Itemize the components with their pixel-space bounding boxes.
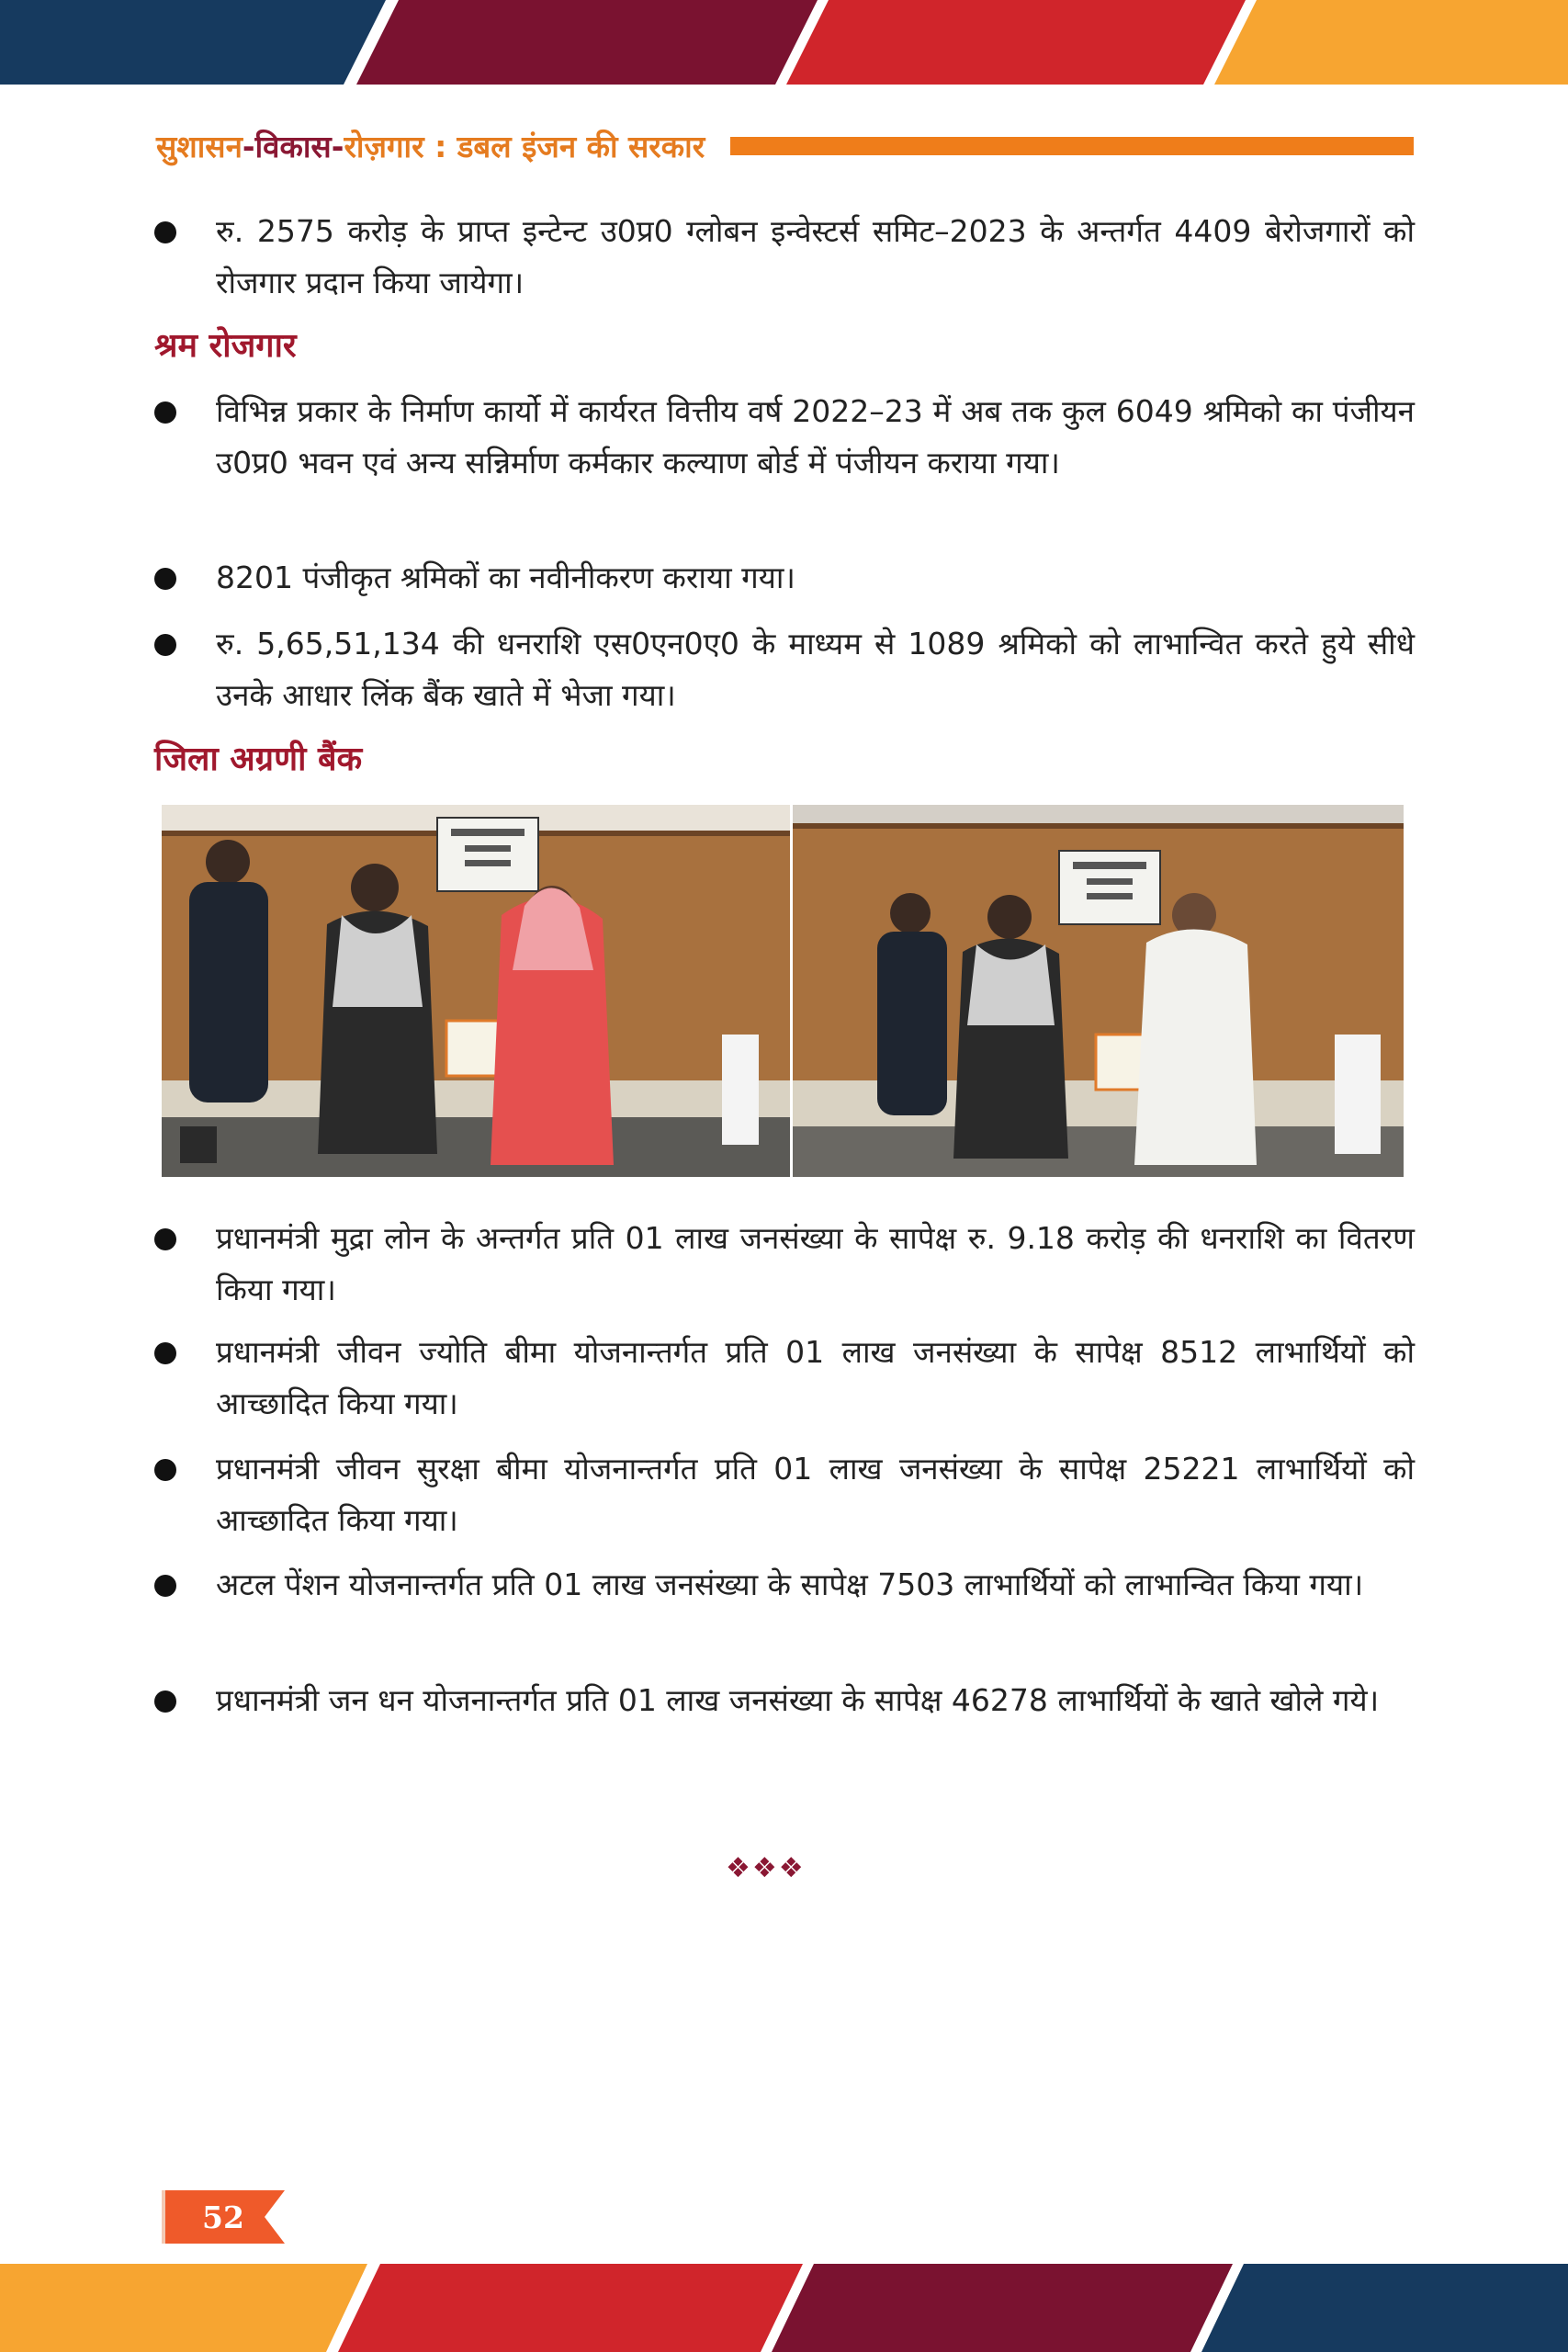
list-item bbox=[154, 618, 1415, 721]
list-item bbox=[154, 1559, 1415, 1611]
bottom-color-band bbox=[0, 2264, 1568, 2352]
page-number-tab bbox=[162, 2190, 285, 2244]
list-item-text: प्रधानमंत्री जन धन योजनान्तर्गत प्रति 01 लाख जनसंख्या के सापेक्ष 46278 लाभार्थियों के खाते खोले गये। bbox=[216, 1682, 1380, 1718]
bullet-dot bbox=[154, 1690, 176, 1713]
list-item bbox=[154, 1675, 1415, 1726]
section-heading-shram-rozgar: श्रम रोजगार bbox=[154, 326, 297, 365]
ornament-divider: ❖❖❖ bbox=[726, 1852, 806, 1884]
bullet-dot bbox=[154, 1342, 176, 1364]
list-item bbox=[154, 1443, 1415, 1546]
bullet-dot bbox=[154, 568, 176, 590]
top-color-band bbox=[0, 0, 1568, 85]
header-word-rozgar: रोज़गार : डबल इंजन की सरकार bbox=[344, 129, 705, 164]
list-item-text: विभिन्न प्रकार के निर्माण कार्यो में कार्यरत वित्तीय वर्ष 2022–23 में अब तक कुल 6049 श्रमिको का पंजीयन उ0प्र0 भवन एवं अन्य सन्निर्माण कर्मकार कल्याण बोर्ड में पंजीयन कराया गया। bbox=[216, 393, 1415, 481]
page-number: 52 bbox=[202, 2199, 244, 2235]
list-item bbox=[154, 386, 1415, 489]
bullet-dot bbox=[154, 1575, 176, 1597]
header-rule bbox=[730, 137, 1414, 155]
bullet-dot bbox=[154, 1228, 176, 1250]
header-separator: - bbox=[242, 129, 255, 164]
section-heading-zila-agrani-bank: जिला अग्रणी बैंक bbox=[154, 740, 363, 778]
list-item-text: 8201 पंजीकृत श्रमिकों का नवीनीकरण कराया गया। bbox=[216, 560, 795, 595]
list-item-text: अटल पेंशन योजनान्तर्गत प्रति 01 लाख जनसंख्या के सापेक्ष 7503 लाभार्थियों को लाभान्वित किया गया। bbox=[216, 1566, 1364, 1602]
list-item-text: रु. 5,65,51,134 की धनराशि एस0एन0ए0 के माध्यम से 1089 श्रमिको को लाभान्वित करते हुये सीधे उनके आधार लिंक बैंक खाते में भेजा गया। bbox=[216, 626, 1415, 713]
list-item bbox=[154, 552, 1415, 604]
list-item bbox=[154, 1327, 1415, 1430]
photo-certificate-man bbox=[793, 805, 1404, 1177]
list-item bbox=[154, 1213, 1415, 1316]
list-item-text: प्रधानमंत्री मुद्रा लोन के अन्तर्गत प्रति 01 लाख जनसंख्या के सापेक्ष रु. 9.18 करोड़ की धनराशि का वितरण किया गया। bbox=[216, 1220, 1415, 1307]
bullet-dot bbox=[154, 634, 176, 656]
bullet-dot bbox=[154, 221, 176, 243]
list-item-text: प्रधानमंत्री जीवन सुरक्षा बीमा योजनान्तर्गत प्रति 01 लाख जनसंख्या के सापेक्ष 25221 लाभार्थियों को आच्छादित किया गया। bbox=[216, 1451, 1415, 1538]
list-item bbox=[154, 206, 1415, 309]
bullet-dot bbox=[154, 401, 176, 424]
header-word-sushasan: सुशासन bbox=[156, 129, 243, 164]
header-word-vikas: विकास bbox=[254, 129, 332, 164]
list-item-text: प्रधानमंत्री जीवन ज्योति बीमा योजनान्तर्गत प्रति 01 लाख जनसंख्या के सापेक्ष 8512 लाभार्थियों को आच्छादित किया गया। bbox=[216, 1334, 1415, 1421]
photo-certificate-woman bbox=[162, 805, 790, 1177]
running-header-title bbox=[156, 125, 705, 166]
header-separator: - bbox=[331, 129, 344, 164]
bullet-dot bbox=[154, 1459, 176, 1481]
list-item-text: रु. 2575 करोड़ के प्राप्त इन्टेन्ट उ0प्र0 ग्लोबन इन्वेस्टर्स समिट–2023 के अन्तर्गत 4409 बेरोजगारों को रोजगार प्रदान किया जायेगा। bbox=[216, 213, 1415, 300]
